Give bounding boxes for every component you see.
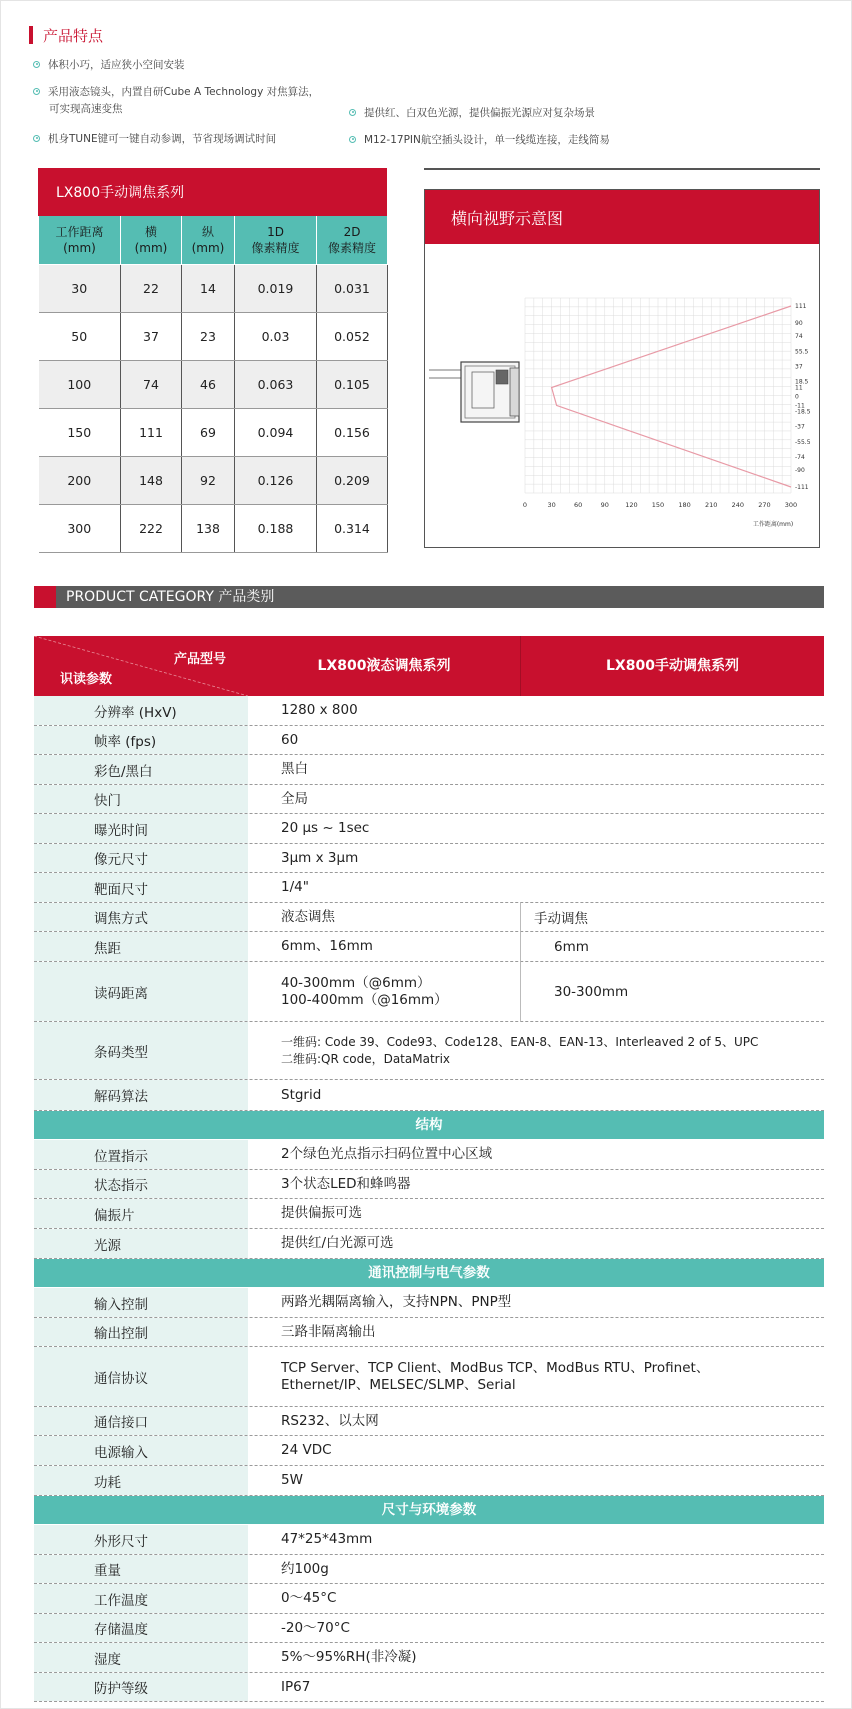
spec-row: 输出控制 三路非隔离输出	[34, 1318, 824, 1347]
spec-row: 光源 提供红/白光源可选	[34, 1229, 824, 1259]
spec-row: 电源输入 24 VDC	[34, 1436, 824, 1466]
spec-row: 分辨率 (HxV) 1280 x 800	[34, 696, 824, 726]
y-tick-label: 55.5	[795, 348, 809, 356]
spec-table-body	[34, 696, 824, 1702]
spec-row: 解码算法 Stgrid	[34, 1080, 824, 1111]
col-header-manual: LX800手动调焦系列	[606, 658, 739, 674]
table-row: 50 37 23 0.03 0.052	[39, 312, 388, 360]
corner-param-label: 识读参数	[60, 672, 113, 687]
spec-row: 通信接口 RS232、以太网	[34, 1407, 824, 1436]
y-tick-label: 11	[795, 384, 803, 392]
product-category-title: PRODUCT CATEGORY 产品类别	[66, 589, 275, 605]
bullet-icon	[33, 61, 40, 68]
fov-table	[38, 216, 388, 553]
bullet-icon	[349, 136, 356, 143]
spec-row: 防护等级 IP67	[34, 1673, 824, 1702]
x-axis-label: 工作距离(mm)	[752, 521, 794, 528]
col-header: 纵 (mm)	[182, 216, 235, 264]
spec-row: 重量 约100g	[34, 1555, 824, 1584]
spec-row: 存储温度 -20～70°C	[34, 1614, 824, 1643]
x-tick-label: 0	[522, 501, 528, 509]
x-tick-label: 270	[758, 501, 771, 509]
x-tick-label: 300	[784, 501, 798, 509]
col-header: 横 (mm)	[121, 216, 182, 264]
spec-row-barcode-types: 条码类型 一维码: Code 39、Code93、Code128、EAN-8、EAN-13、Interleaved 2 of 5、UPC 二维码:QR code，DataMatrix	[34, 1022, 824, 1080]
col-header-liquid: LX800液态调焦系列	[317, 658, 451, 674]
table-row: 200 148 92 0.126 0.209	[39, 456, 388, 504]
spec-row-focus-method: 调焦方式 液态调焦 手动调焦	[34, 903, 824, 932]
col-header: 工作距离 (mm)	[39, 216, 121, 264]
divider-line	[424, 168, 820, 170]
x-tick-label: 180	[678, 501, 691, 509]
manual-focus-fov-table	[38, 168, 387, 553]
table-row: 150 111 69 0.094 0.156	[39, 408, 388, 456]
spec-row: 位置指示 2个绿色光点指示扫码位置中心区域	[34, 1140, 824, 1170]
feature-item: 采用液态镜头，内置自研Cube A Technology 对焦算法， 可实现高速变焦	[33, 84, 319, 118]
section-dimensions-environment: 尺寸与环境参数	[34, 1496, 824, 1525]
spec-row: 曝光时间 20 μs ~ 1sec	[34, 814, 824, 844]
bullet-icon	[33, 135, 40, 142]
header-corner-cell	[34, 636, 248, 696]
spec-row-focal-length: 焦距 6mm、16mm 6mm	[34, 932, 824, 962]
fov-diagram	[425, 244, 819, 547]
spec-table-header	[34, 636, 824, 696]
feature-item: M12-17PIN航空插头设计，单一线缆连接，走线简易	[349, 132, 610, 149]
y-tick-label: 90	[795, 320, 803, 328]
feature-item: 机身TUNE键可一键自动参调，节省现场调试时间	[33, 131, 276, 148]
section-structure: 结构	[34, 1111, 824, 1140]
y-tick-label: 111	[795, 303, 807, 310]
bullet-icon	[349, 109, 356, 116]
spec-row: 帧率 (fps) 60	[34, 726, 824, 755]
x-axis-ticks	[523, 501, 797, 509]
y-tick-label: 37	[795, 363, 803, 371]
table-title: LX800手动调焦系列	[38, 168, 387, 216]
table-header-row	[39, 216, 388, 264]
spec-row: 靶面尺寸 1/4"	[34, 873, 824, 903]
fov-boundary-line	[552, 306, 791, 487]
spec-row: 状态指示 3个状态LED和蜂鸣器	[34, 1170, 824, 1199]
x-tick-label: 120	[625, 501, 638, 509]
heading-accent-bar	[29, 26, 33, 44]
y-tick-label: 18.5	[795, 378, 809, 386]
spec-row-protocols: 通信协议 TCP Server、TCP Client、ModBus TCP、ModBus RTU、Profinet、 Ethernet/IP、MELSEC/SLMP、Serial	[34, 1347, 824, 1407]
y-tick-label: -111	[795, 484, 809, 491]
spec-row: 偏振片 提供偏振可选	[34, 1199, 824, 1229]
x-tick-label: 210	[704, 501, 718, 509]
spec-row: 快门 全局	[34, 785, 824, 814]
band-accent-square	[34, 586, 56, 608]
table-row: 30 22 14 0.019 0.031	[39, 264, 388, 312]
fov-diagram-panel	[424, 189, 820, 548]
spec-row: 外形尺寸 47*25*43mm	[34, 1525, 824, 1555]
spec-row: 工作温度 0～45°C	[34, 1584, 824, 1614]
x-tick-label: 150	[651, 501, 665, 509]
col-header: 1D 像素精度	[235, 216, 317, 264]
y-tick-label: -37	[795, 423, 805, 431]
spec-row-read-distance: 读码距离 40-300mm（@6mm） 100-400mm（@16mm） 30-300mm	[34, 962, 824, 1022]
x-tick-label: 240	[731, 501, 745, 509]
y-tick-label: -74	[795, 453, 805, 461]
x-tick-label: 60	[574, 501, 583, 509]
y-tick-label: -90	[795, 466, 805, 474]
fov-grid	[525, 298, 791, 493]
corner-model-label: 产品型号	[173, 652, 226, 667]
section-communication: 通讯控制与电气参数	[34, 1259, 824, 1288]
table-row: 300 222 138 0.188 0.314	[39, 504, 388, 552]
spec-row: 湿度 5%～95%RH(非冷凝)	[34, 1643, 824, 1673]
bullet-icon	[33, 88, 40, 95]
feature-item: 提供红、白双色光源，提供偏振光源应对复杂场景	[349, 105, 595, 122]
spec-row: 输入控制 两路光耦隔离输入，支持NPN、PNP型	[34, 1288, 824, 1318]
y-tick-label: 0	[795, 393, 799, 401]
col-header: 2D 像素精度	[317, 216, 388, 264]
features-title: 产品特点	[43, 26, 104, 45]
product-category-band	[34, 586, 824, 608]
spec-row: 功耗 5W	[34, 1466, 824, 1496]
y-axis-ticks	[795, 303, 811, 491]
x-tick-label: 90	[600, 501, 609, 509]
spec-row: 彩色/黑白 黑白	[34, 755, 824, 785]
y-tick-label: -55.5	[795, 438, 811, 446]
fov-diagram-title: 横向视野示意图	[425, 190, 819, 244]
table-row: 100 74 46 0.063 0.105	[39, 360, 388, 408]
y-tick-label: 74	[795, 333, 803, 341]
spec-row: 像元尺寸 3μm x 3μm	[34, 844, 824, 873]
y-tick-label: -18.5	[795, 408, 811, 416]
scanner-device-icon	[429, 362, 519, 422]
y-tick-label: -11	[795, 402, 805, 410]
x-tick-label: 30	[547, 501, 556, 509]
feature-item: 体积小巧，适应狭小空间安装	[33, 57, 185, 74]
features-heading	[29, 25, 103, 45]
